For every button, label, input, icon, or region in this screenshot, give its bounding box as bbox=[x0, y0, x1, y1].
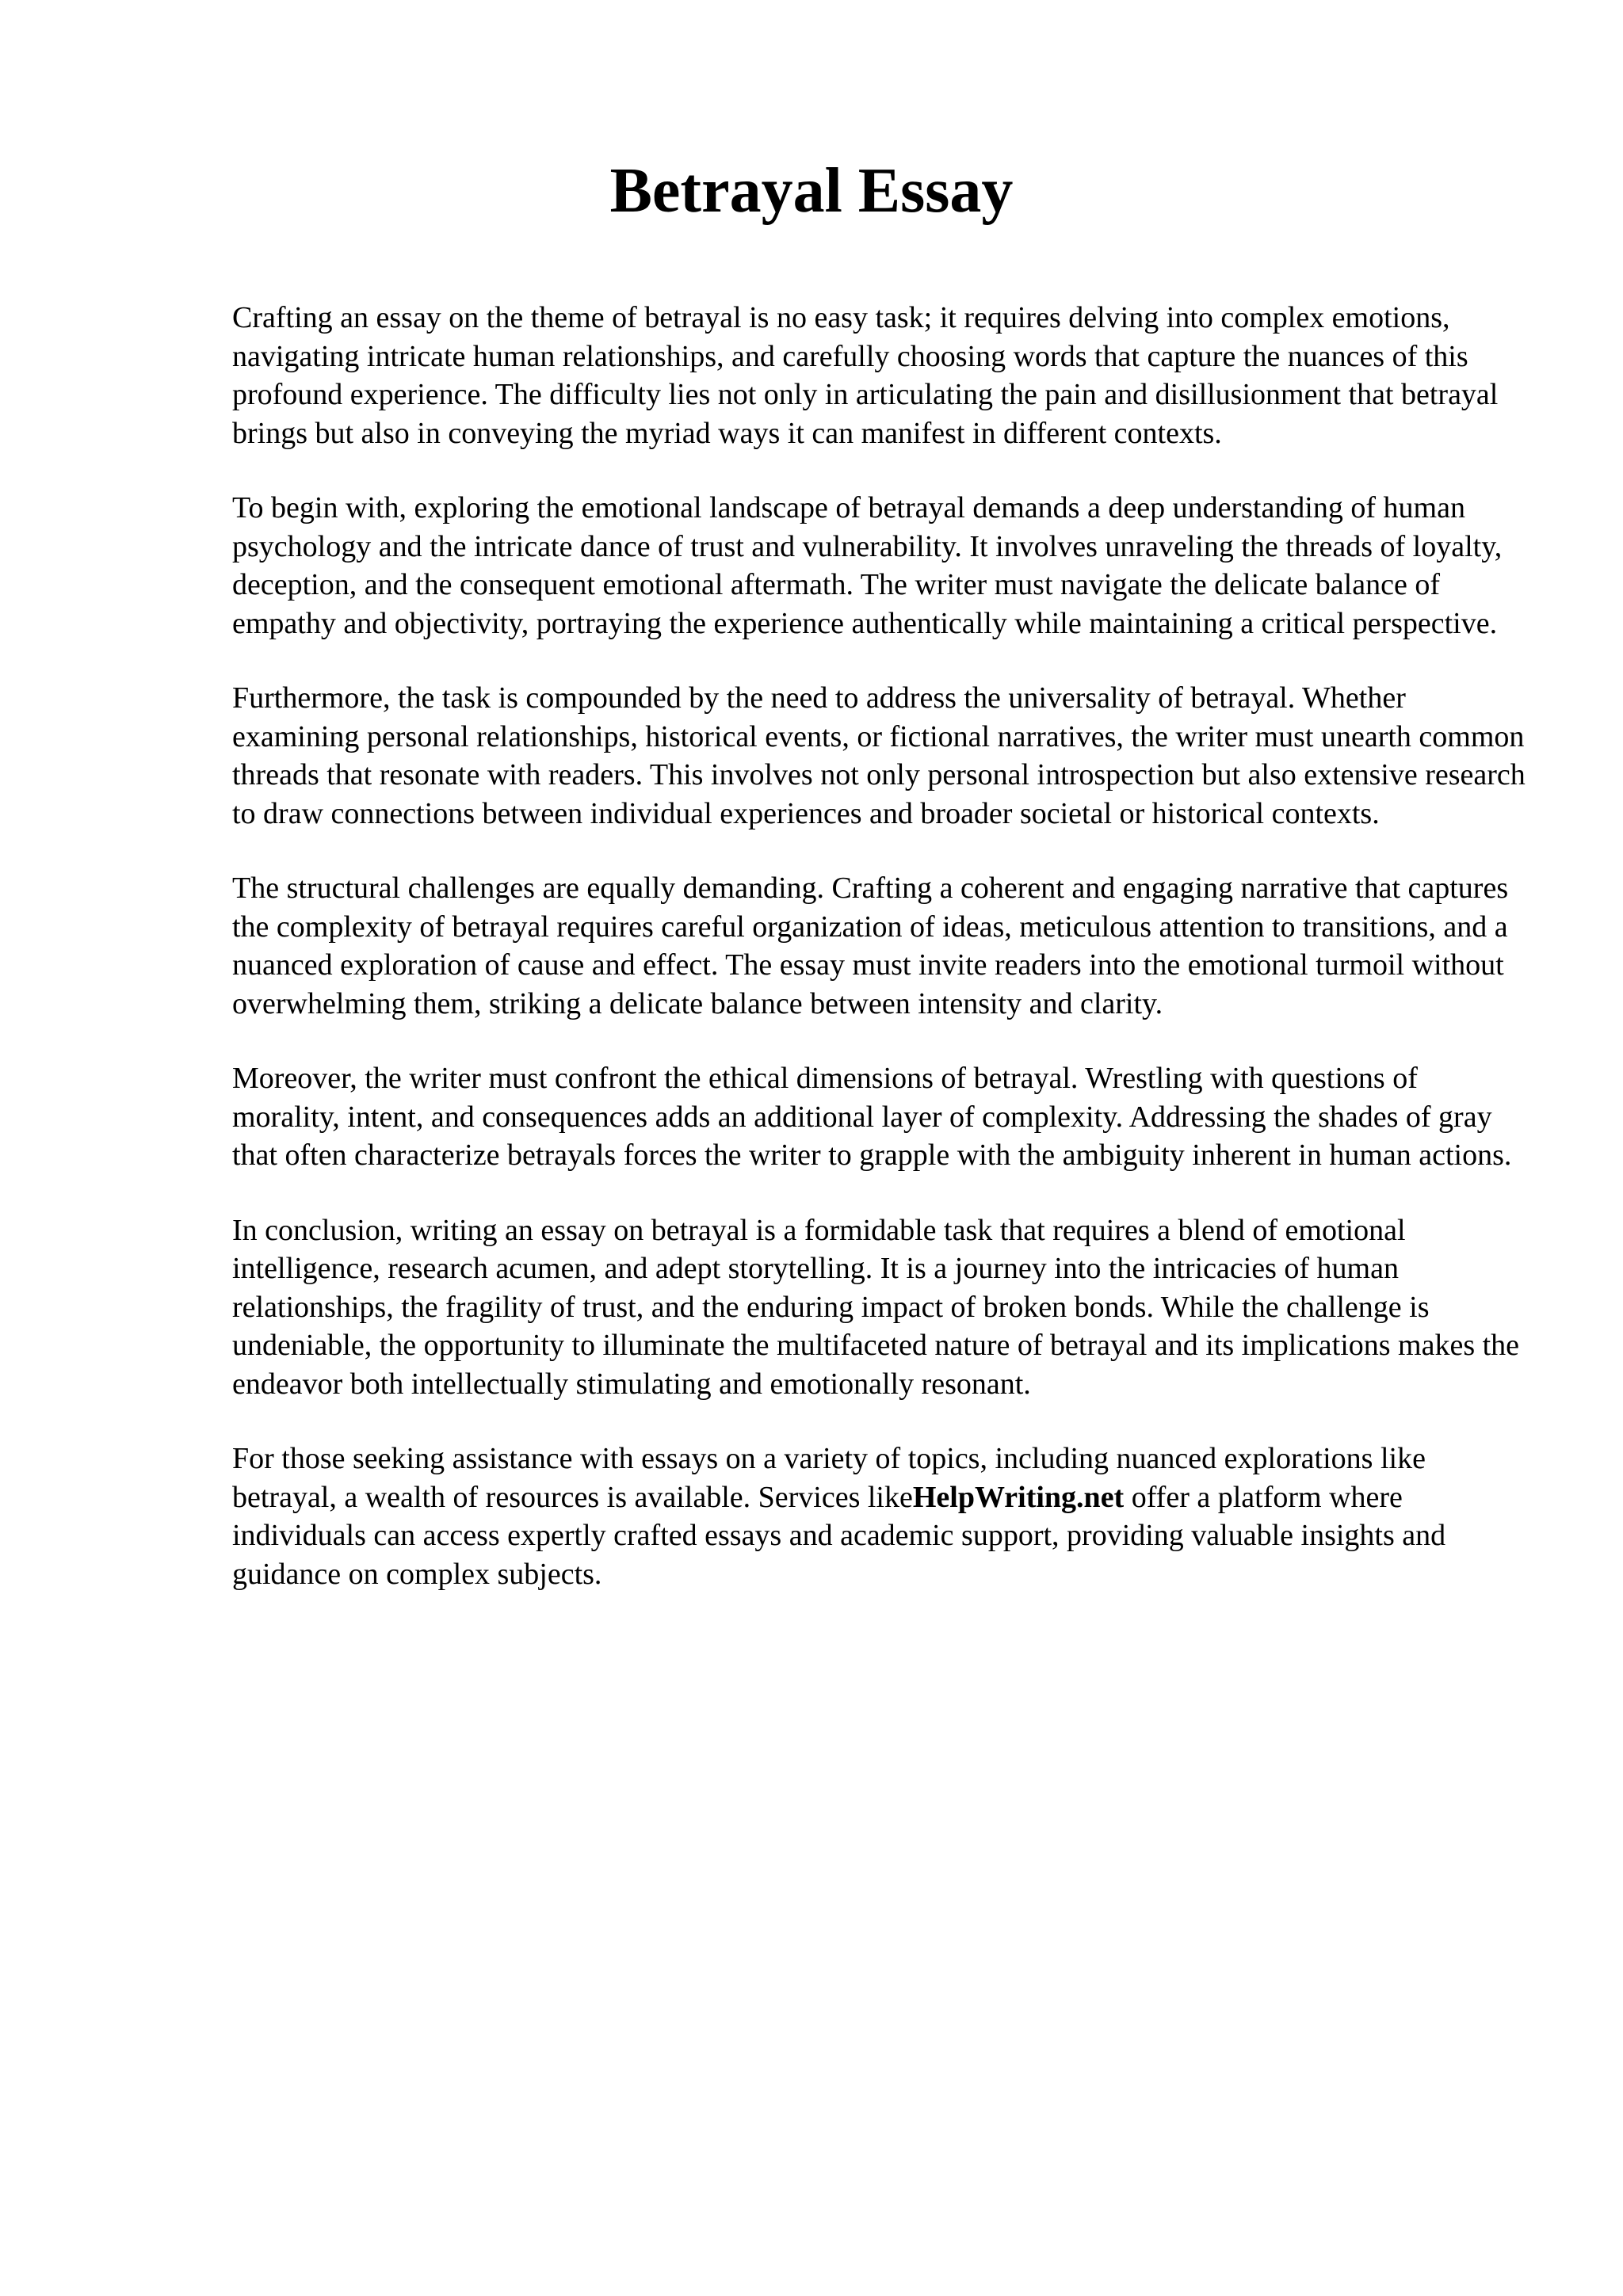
essay-body bbox=[232, 299, 1532, 1630]
page-title: Betrayal Essay bbox=[609, 156, 1014, 226]
paragraph-5: Moreover, the writer must confront the ethical dimensions of betrayal. Wrestling with questions of morality, intent, and consequences adds an additional layer of complexity. Addressing the shades of gray that often characterize betrayals forces the writer to grapple with the ambiguity inherent in human actions. bbox=[232, 1062, 1512, 1172]
paragraph-6: In conclusion, writing an essay on betrayal is a formidable task that requires a blend of emotional intelligence, research acumen, and adept storytelling. It is a journey into the intricacies of human relationships, the fragility of trust, and the enduring impact of broken bonds. While the challenge is undeniable, the opportunity to illuminate the multifaceted nature of betrayal and its implications makes the endeavor both intellectually stimulating and emotionally resonant. bbox=[232, 1213, 1520, 1401]
paragraph-3: Furthermore, the task is compounded by the need to address the universality of betrayal. Whether examining personal relationships, historical events, or fictional narratives, the writer must unearth common threads that resonate with readers. This involves not only personal introspection but also extensive research to draw connections between individual experiences and broader societal or historical contexts. bbox=[232, 681, 1526, 830]
closing-text-before: For those seeking assistance with essays on a variety of topics, including nuanced explorations like betrayal, a wealth of resources is available. Services like bbox=[232, 1442, 1426, 1514]
helpwriting-link[interactable]: HelpWriting.net bbox=[912, 1480, 1125, 1514]
closing-paragraph bbox=[232, 1440, 1532, 1593]
paragraph-2: To begin with, exploring the emotional landscape of betrayal demands a deep understanding of human psychology and the intricate dance of trust and vulnerability. It involves unraveling the threads of loyalty, deception, and the consequent emotional aftermath. The writer must navigate the delicate balance of empathy and objectivity, portraying the experience authentically while maintaining a critical perspective. bbox=[232, 491, 1503, 640]
paragraph-4: The structural challenges are equally demanding. Crafting a coherent and engaging narrative that captures the complexity of betrayal requires careful organization of ideas, meticulous attention to transitions, and a nuanced exploration of cause and effect. The essay must invite readers into the emotional turmoil without overwhelming them, striking a delicate balance between intensity and clarity. bbox=[232, 871, 1509, 1020]
paragraph-1: Crafting an essay on the theme of betrayal is no easy task; it requires delving into complex emotions, navigating intricate human relationships, and carefully choosing words that capture the nuances of this profound experience. The difficulty lies not only in articulating the pain and disillusionment that betrayal brings but also in conveying the myriad ways it can manifest in different contexts. bbox=[232, 301, 1499, 450]
closing-text-after: offer a platform where individuals can access expertly crafted essays and academic support, providing valuable insights and guidance on complex subjects. bbox=[232, 1480, 1446, 1591]
